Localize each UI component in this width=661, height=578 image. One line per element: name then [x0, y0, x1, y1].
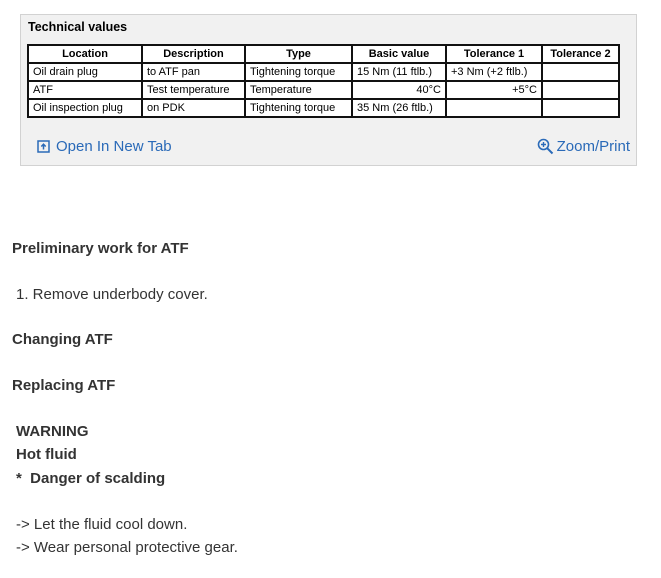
table-cell: +3 Nm (+2 ftlb.) [446, 63, 542, 81]
preliminary-heading: Preliminary work for ATF [12, 240, 189, 257]
replacing-heading: Replacing ATF [12, 377, 116, 394]
open-in-new-tab-link[interactable] [37, 138, 172, 155]
table-cell: Temperature [245, 81, 352, 99]
magnifier-icon [537, 138, 554, 155]
table-row [28, 99, 619, 117]
table-cell: +5°C [446, 81, 542, 99]
table-cell: to ATF pan [142, 63, 245, 81]
table-row [28, 81, 619, 99]
column-header: Description [142, 45, 245, 63]
table-cell: 15 Nm (11 ftlb.) [352, 63, 446, 81]
action-step-1: -> Let the fluid cool down. [16, 516, 188, 533]
warning-subtitle: Hot fluid [16, 446, 77, 463]
open-in-new-tab-label: Open In New Tab [56, 138, 172, 155]
table-cell: Test temperature [142, 81, 245, 99]
column-header: Location [28, 45, 142, 63]
warning-title: WARNING [16, 423, 89, 440]
column-header: Tolerance 2 [542, 45, 619, 63]
technical-values-title: Technical values [28, 20, 128, 34]
table-cell [542, 99, 619, 117]
technical-values-table [27, 44, 620, 118]
table-cell: on PDK [142, 99, 245, 117]
table-cell: Tightening torque [245, 63, 352, 81]
table-cell: ATF [28, 81, 142, 99]
table-cell: 35 Nm (26 ftlb.) [352, 99, 446, 117]
preliminary-step: 1. Remove underbody cover. [16, 286, 208, 303]
warning-bullet: * Danger of scalding [16, 470, 166, 487]
column-header: Type [245, 45, 352, 63]
column-header: Tolerance 1 [446, 45, 542, 63]
table-header-row [28, 45, 619, 63]
table-cell [446, 99, 542, 117]
changing-heading: Changing ATF [12, 331, 113, 348]
technical-values-box [20, 14, 637, 166]
table-cell: Oil drain plug [28, 63, 142, 81]
table-row [28, 63, 619, 81]
table-cell [542, 63, 619, 81]
table-cell: Oil inspection plug [28, 99, 142, 117]
action-step-2: -> Wear personal protective gear. [16, 539, 238, 556]
zoom-print-link[interactable] [537, 138, 630, 155]
open-new-tab-icon [37, 140, 50, 153]
table-cell: Tightening torque [245, 99, 352, 117]
column-header: Basic value [352, 45, 446, 63]
zoom-print-label: Zoom/Print [556, 138, 630, 155]
table-cell: 40°C [352, 81, 446, 99]
table-cell [542, 81, 619, 99]
